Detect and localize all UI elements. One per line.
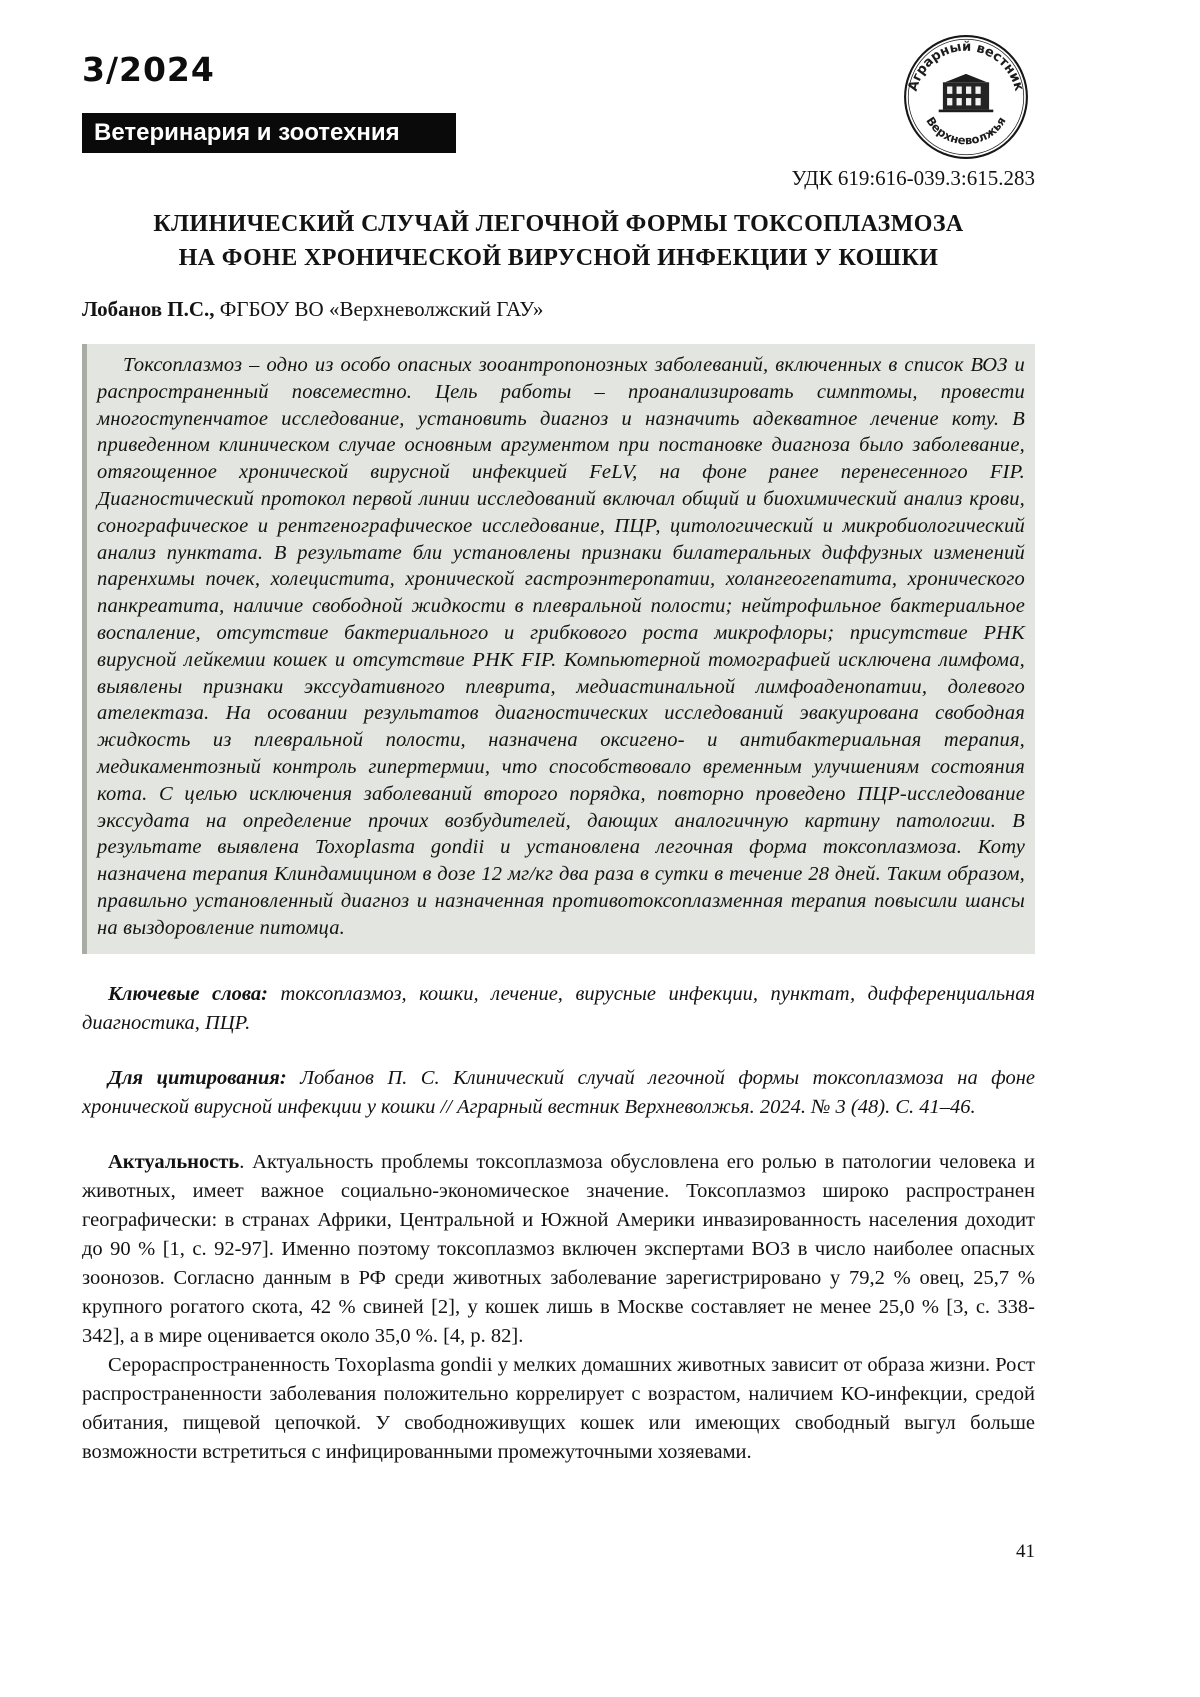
issue-number: 3/2024 xyxy=(82,50,215,89)
article-content xyxy=(82,344,1035,1467)
body-paragraph-2: Серораспространенность Toxoplasma gondii у мелких домашних животных зависит от образа жизни. Рост распространенности заболевания положительно коррелирует с возрастом, наличием КО-инфекции, средой обитания, пищевой цепочкой. У свободноживущих кошек или имеющих свободный выгул больше возможности встретиться с инфицированными промежуточными хозяевами. xyxy=(82,1353,1035,1463)
citation-label: Для цитирования: xyxy=(108,1066,287,1089)
paragraph-lead: Актуальность xyxy=(108,1150,240,1173)
citation-paragraph xyxy=(82,1064,1035,1122)
citation-text: Лобанов П. С. Клинический случай легочной формы токсоплазмоза на фоне хронической вирусной инфекции у кошки // Аграрный вестник Верхневолжья. 2024. № 3 (48). С. 41–46. xyxy=(82,1066,1035,1118)
logo-arc-top-text: Аграрный вестник xyxy=(905,39,1027,93)
author-line xyxy=(82,297,1035,322)
paragraph-text: . Актуальность проблемы токсоплазмоза обусловлена его ролью в патологии человека и животных, имеет важное социально-экономическое значение. Токсоплазмоз широко распространен географически: в странах Африки, Центральной и Южной Америки инвазированность населения доходит до 90 % [1, с. 92-97]. Именно поэтому токсоплазмоз включен экспертами ВОЗ в число наиболее опасных зоонозов. Согласно данным в РФ среди животных заболевание зарегистрировано у 79,2 % овец, 25,7 % крупного рогатого скота, 42 % свиней [2], у кошек лишь в Москве составляет не менее 25,0 % [3, с. 338-342], а в мире оценивается около 35,0 %. [4, p. 82]. xyxy=(82,1150,1035,1347)
page-number: 41 xyxy=(1016,1541,1035,1562)
keywords-paragraph xyxy=(82,980,1035,1038)
abstract-box xyxy=(82,344,1035,954)
author-name: Лобанов П.С., xyxy=(82,297,215,321)
body-paragraph-1 xyxy=(82,1148,1035,1351)
logo-arc-bottom-text: Верхневолжья xyxy=(923,114,1009,148)
article-title-line2: НА ФОНЕ ХРОНИЧЕСКОЙ ВИРУСНОЙ ИНФЕКЦИИ У КОШКИ xyxy=(178,245,939,271)
section-heading-label: Ветеринария и зоотехния xyxy=(94,119,400,146)
author-affiliation: ФГБОУ ВО «Верхневолжский ГАУ» xyxy=(214,297,544,321)
abstract-text: Токсоплазмоз – одно из особо опасных зооантропонозных заболеваний, включенных в список ВОЗ и распространенный повсеместно. Цель работы – проанализировать симптомы, провести многоступенчатое исследование, установить диагноз и назначить адекватное лечение коту. В приведенном клиническом случае основным аргументом при постановке диагноза было заболевание, отягощенное хронической вирусной инфекцией FeLV, на фоне ранее перенесенного FIP. Диагностический протокол первой линии исследований включал общий и биохимический анализ крови, сонографическое и рентгенографическое исследование, ПЦР, цитологический и микробиологический анализ пунктата. В результате бли установлены признаки билатеральных диффузных изменений паренхимы почек, холецистита, хронической гастроэнтеропатии, холангеогепатита, хронического панкреатита, наличие свободной жидкости в плевральной полости; нейтрофильное бактериальное воспаление, отсутствие бактериального и грибкового роста микрофлоры; присутствие РНК вирусной лейкемии кошек и отсутствие РНК FIP. Компьютерной томографией исключена лимфома, выявлены признаки экссудативного плеврита, медиастинальной лимфоаденопатии, долевого ателектаза. На осовании результатов диагностических исследований эвакуирована свободная жидкость из плевральной полости, назначена оксигено- и антибактериальная терапия, медикаментозный контроль гипертермии, что способствовало временным улучшениям состояния кота. С целью исключения заболеваний второго порядка, повторно проведено ПЦР-исследование экссудата на определение прочих возбудителей, дающих аналогичную картину патологии. В результате выявлена Toxoplasma gondii и установлена легочная форма токсоплазмоза. Коту назначена терапия Клиндамицином в дозе 12 мг/кг два раза в сутки в течение 28 дней. Таким образом, правильно установленный диагноз и назначенная противотоксоплазменная терапия повысили шансы на выздоровление питомца. xyxy=(97,354,1025,939)
article-title-line1: КЛИНИЧЕСКИЙ СЛУЧАЙ ЛЕГОЧНОЙ ФОРМЫ ТОКСОПЛАЗМОЗА xyxy=(153,211,964,237)
keywords-label: Ключевые слова: xyxy=(108,982,268,1005)
udk-code: УДК 619:616-039.3:615.283 xyxy=(791,166,1035,190)
journal-logo-stamp-icon xyxy=(903,34,1029,160)
article-title xyxy=(82,207,1035,275)
keywords-text: токсоплазмоз, кошки, лечение, вирусные инфекции, пунктат, дифференциальная диагностика, ПЦР. xyxy=(82,982,1035,1034)
journal-logo xyxy=(903,34,1029,160)
section-heading-bar xyxy=(82,113,456,153)
